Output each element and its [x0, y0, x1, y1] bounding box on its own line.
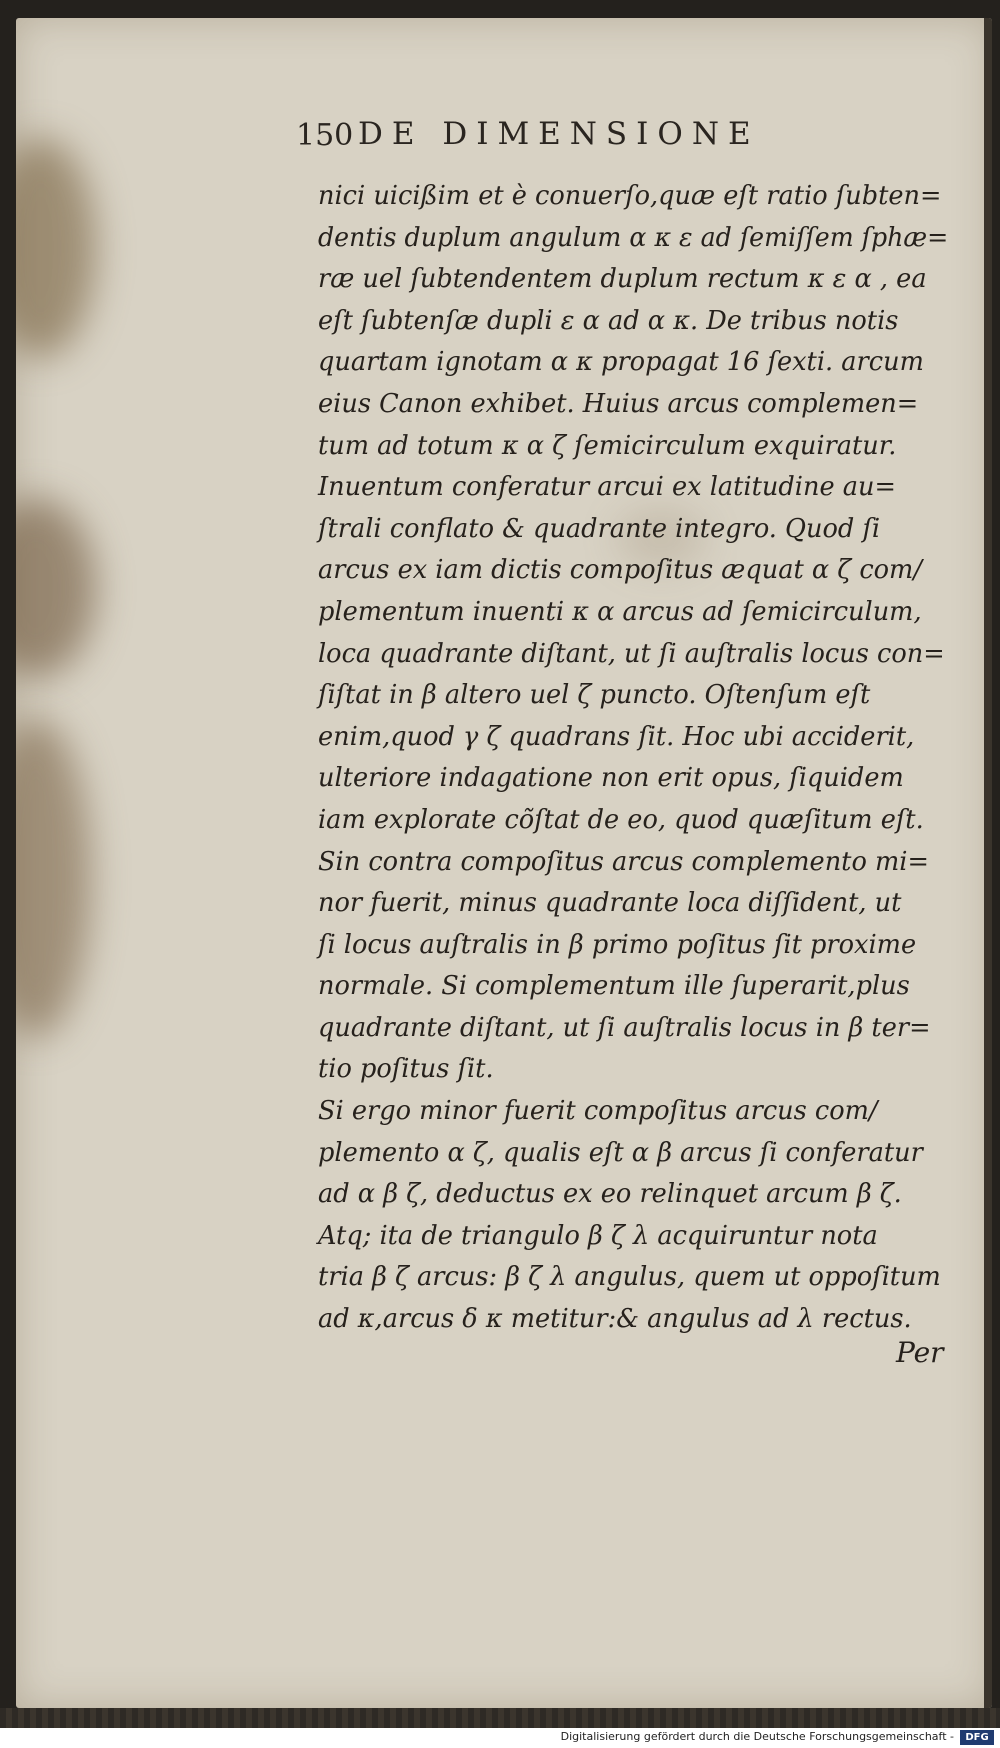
text-line: ad κ,arcus δ κ metitur:& angulus ad λ rectus. — [318, 1304, 912, 1335]
page-edge — [984, 18, 992, 1708]
text-line: nor fuerit, minus quadrante loca diſſident, ut — [318, 888, 902, 919]
catchword: Per — [896, 1336, 944, 1369]
scan-border — [0, 1708, 1000, 1730]
text-line: tria β ζ arcus: β ζ λ angulus, quem ut oppoſitum — [318, 1262, 941, 1293]
text-line: ulteriore indagatione non erit opus, ſiquidem — [318, 763, 904, 794]
page-number: 150 — [296, 118, 354, 153]
text-line: ad α β ζ, deductus ex eo relinquet arcum β ζ. — [318, 1179, 902, 1210]
text-line: quadrante diſtant, ut ſi auſtralis locus in β ter= — [318, 1012, 931, 1043]
text-line: nici uicißim et è conuerſo,quæ eſt ratio ſubten= — [318, 181, 942, 211]
text-line: Atq; ita de triangulo β ζ λ acquiruntur nota — [318, 1220, 878, 1251]
text-line: plemento α ζ, qualis eſt α β arcus ſi conferatur — [318, 1137, 923, 1168]
text-line: ſtrali conflato & quadrante integro. Quod ſi — [318, 513, 881, 544]
text-line: enim,quod γ ζ quadrans ſit. Hoc ubi acciderit, — [318, 721, 915, 752]
text-line: dentis duplum angulum α κ ε ad ſemiſſem ſphæ= — [318, 222, 949, 253]
text-line: ræ uel ſubtendentem duplum rectum κ ε α , ea — [318, 264, 927, 295]
text-line: arcus ex iam dictis compoſitus æquat α ζ com/ — [318, 555, 922, 586]
footer-credit: Digitalisierung gefördert durch die Deutsche Forschungsgemeinschaft - — [560, 1730, 954, 1743]
text-line: ſiſtat in β altero uel ζ puncto. Oſtenſum eſt — [318, 680, 871, 711]
text-line: Si ergo minor fuerit compoſitus arcus com/ — [318, 1096, 878, 1127]
text-line: loca quadrante diſtant, ut ſi auſtralis locus con= — [318, 638, 945, 669]
foxing-stain — [16, 718, 91, 1038]
text-line: Sin contra compoſitus arcus complemento mi= — [318, 846, 929, 877]
text-line: plementum inuenti κ α arcus ad ſemicirculum, — [318, 596, 922, 627]
body-text — [318, 176, 958, 1341]
running-head: DE DIMENSIONE — [358, 116, 760, 152]
digitization-footer — [0, 1728, 1000, 1748]
foxing-stain — [16, 138, 96, 358]
foxing-stain — [16, 498, 96, 678]
text-line: tum ad totum κ α ζ ſemicirculum exquiratur. — [318, 430, 897, 461]
text-line: iam explorate cõſtat de eo, quod quæſitum eſt. — [318, 804, 924, 835]
page-header — [296, 112, 866, 158]
text-line: eius Canon exhibet. Huius arcus complemen= — [318, 388, 919, 419]
text-line: normale. Si complementum ille ſuperarit,plus — [318, 971, 910, 1002]
dfg-logo: DFG — [960, 1730, 994, 1745]
text-line: quartam ignotam α κ propagat 16 ſexti. arcum — [318, 347, 924, 378]
text-line: ſi locus auſtralis in β primo poſitus ſit proxime — [318, 929, 917, 960]
text-line: Inuentum conferatur arcui ex latitudine au= — [318, 472, 896, 503]
text-line: eſt ſubtenſæ dupli ε α ad α κ. De tribus notis — [318, 305, 899, 336]
text-line: tio poſitus ſit. — [318, 1054, 494, 1085]
